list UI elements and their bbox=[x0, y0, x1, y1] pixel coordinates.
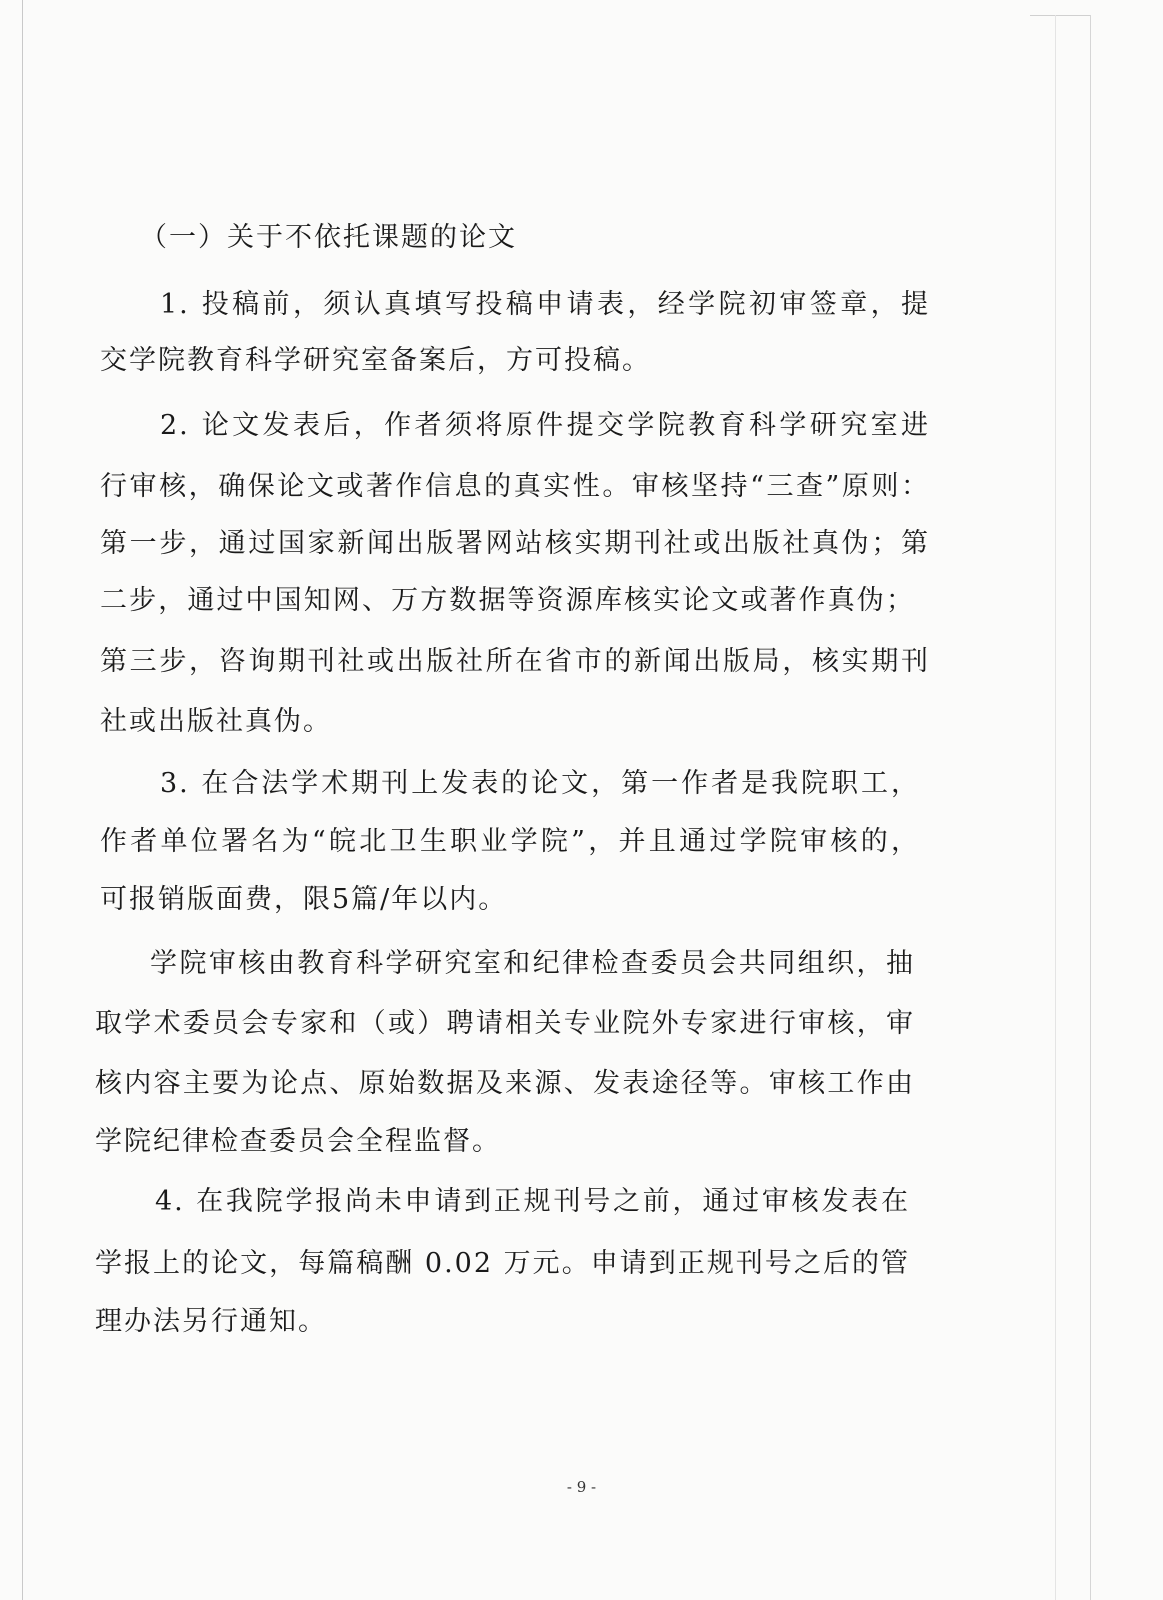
paragraph-2-line-3: 第一步，通过国家新闻出版署网站核实期刊社或出版社真伪；第 bbox=[100, 528, 930, 559]
scan-edge-top bbox=[1030, 15, 1090, 16]
scan-edge-right-inner bbox=[1055, 15, 1056, 1600]
paragraph-5-line-2: 学报上的论文，每篇稿酬 0.02 万元。申请到正规刊号之后的管 bbox=[95, 1248, 910, 1279]
paragraph-4-line-1: 学院审核由教育科学研究室和纪律检查委员会共同组织，抽 bbox=[150, 948, 915, 979]
paragraph-2-line-4: 二步，通过中国知网、万方数据等资源库核实论文或著作真伪； bbox=[100, 585, 915, 616]
paragraph-1-line-2: 交学院教育科学研究室备案后，方可投稿。 bbox=[100, 345, 651, 376]
scan-edge-right bbox=[1090, 15, 1091, 1600]
paragraph-4-line-3: 核内容主要为论点、原始数据及来源、发表途径等。审核工作由 bbox=[95, 1068, 915, 1099]
paragraph-5-line-1: 4. 在我院学报尚未申请到正规刊号之前，通过审核发表在 bbox=[155, 1186, 910, 1217]
paragraph-2-line-5: 第三步，咨询期刊社或出版社所在省市的新闻出版局，核实期刊 bbox=[100, 646, 930, 677]
paragraph-2-line-2: 行审核，确保论文或著作信息的真实性。审核坚持“三查”原则： bbox=[100, 471, 930, 502]
page-number: - 9 - bbox=[566, 1478, 597, 1496]
paragraph-3-line-2: 作者单位署名为“皖北卫生职业学院”，并且通过学院审核的， bbox=[100, 826, 920, 857]
scan-edge-left bbox=[22, 0, 23, 1600]
paragraph-1-line-1: 1. 投稿前，须认真填写投稿申请表，经学院初审签章，提 bbox=[160, 289, 930, 320]
paragraph-4-line-2: 取学术委员会专家和（或）聘请相关专业院外专家进行审核，审 bbox=[95, 1008, 915, 1039]
paragraph-2-line-1: 2. 论文发表后，作者须将原件提交学院教育科学研究室进 bbox=[160, 410, 930, 441]
section-heading: （一）关于不依托课题的论文 bbox=[140, 222, 517, 253]
paragraph-4-line-4: 学院纪律检查委员会全程监督。 bbox=[95, 1126, 501, 1157]
paragraph-5-line-3: 理办法另行通知。 bbox=[95, 1306, 327, 1337]
paragraph-3-line-1: 3. 在合法学术期刊上发表的论文，第一作者是我院职工， bbox=[160, 768, 920, 799]
paragraph-3-line-3: 可报销版面费，限5篇/年以内。 bbox=[100, 884, 508, 915]
paragraph-2-line-6: 社或出版社真伪。 bbox=[100, 706, 332, 737]
